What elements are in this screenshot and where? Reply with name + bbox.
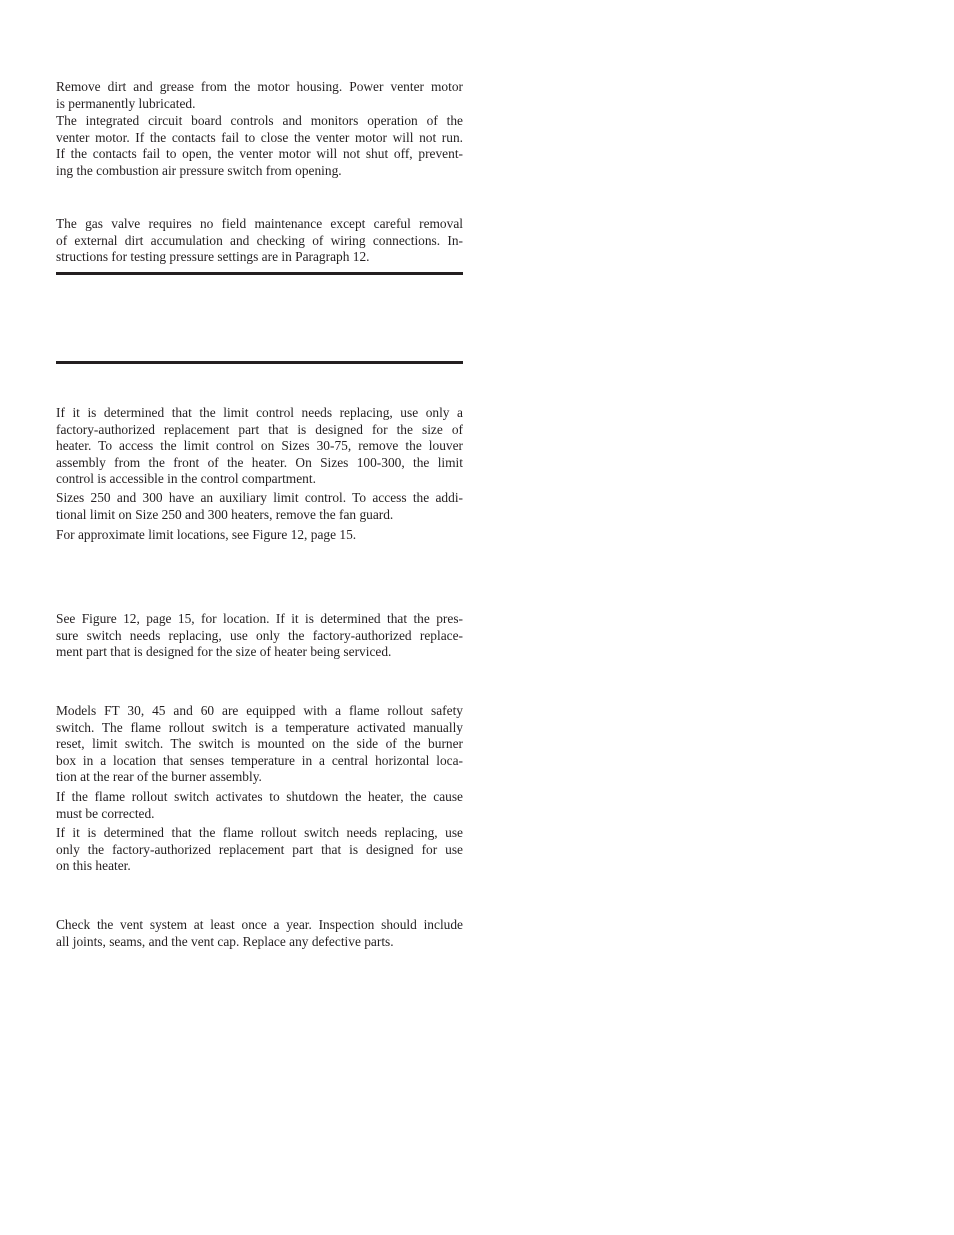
text-line: See Figure 12, page 15, for location. If it is determined that the pres- xyxy=(56,611,463,626)
text-line: ing the combustion air pressure switch from opening. xyxy=(56,162,342,178)
text-line: For approximate limit locations, see Figure 12, page 15. xyxy=(56,527,357,542)
text-line: structions for testing pressure settings are in Paragraph 12. xyxy=(56,249,370,265)
paragraph-motor-housing xyxy=(56,79,463,112)
paragraph-limit-control xyxy=(56,405,463,488)
text-line: If the flame rollout switch activates to shutdown the heater, the cause xyxy=(56,789,463,804)
paragraph-rollout-activates xyxy=(56,789,463,822)
text-line: sure switch needs replacing, use only the factory-authorized replace- xyxy=(56,627,463,643)
text-line: ment part that is designed for the size of heater being serviced. xyxy=(56,644,392,660)
text-line: tional limit on Size 250 and 300 heaters, remove the fan guard. xyxy=(56,506,394,522)
text-line: If the contacts fail to open, the venter motor will not shut off, prevent- xyxy=(56,146,463,162)
text-line: of external dirt accumulation and checking of wiring connections. In- xyxy=(56,232,463,248)
text-line: only the factory-authorized replacement part that is designed for use xyxy=(56,841,463,857)
text-line: switch. The flame rollout switch is a temperature activated manually xyxy=(56,719,463,735)
text-line: on this heater. xyxy=(56,858,131,874)
text-line: If it is determined that the flame rollout switch needs replacing, use xyxy=(56,825,463,840)
text-line: tion at the rear of the burner assembly. xyxy=(56,769,262,785)
text-line: Models FT 30, 45 and 60 are equipped with a flame rollout safety xyxy=(56,703,463,718)
text-line: Check the vent system at least once a year. Inspection should include xyxy=(56,917,463,932)
text-line: Remove dirt and grease from the motor housing. Power venter motor xyxy=(56,79,463,94)
text-line: all joints, seams, and the vent cap. Replace any defective parts. xyxy=(56,933,394,949)
paragraph-flame-rollout xyxy=(56,703,463,786)
paragraph-auxiliary-limit xyxy=(56,490,463,523)
paragraph-circuit-board xyxy=(56,113,463,179)
text-line: must be corrected. xyxy=(56,805,155,821)
text-line: venter motor. If the contacts fail to close the venter motor will not run. xyxy=(56,129,463,145)
section-divider-top xyxy=(56,272,463,275)
paragraph-rollout-replace xyxy=(56,825,463,875)
text-line: control is accessible in the control compartment. xyxy=(56,471,316,487)
paragraph-pressure-switch xyxy=(56,611,463,661)
text-line: is permanently lubricated. xyxy=(56,95,196,111)
text-line: If it is determined that the limit control needs replacing, use only a xyxy=(56,405,463,420)
text-line: box in a location that senses temperature in a central horizontal loca- xyxy=(56,752,463,768)
text-line: reset, limit switch. The switch is mounted on the side of the burner xyxy=(56,736,463,752)
text-line: heater. To access the limit control on Sizes 30-75, remove the louver xyxy=(56,438,463,454)
text-line: Sizes 250 and 300 have an auxiliary limit control. To access the addi- xyxy=(56,490,463,505)
text-line: factory-authorized replacement part that is designed for the size of xyxy=(56,421,463,437)
paragraph-limit-locations xyxy=(56,527,463,544)
paragraph-vent-system xyxy=(56,917,463,950)
text-line: assembly from the front of the heater. On Sizes 100-300, the limit xyxy=(56,454,463,470)
section-divider-bottom xyxy=(56,361,463,364)
paragraph-gas-valve xyxy=(56,216,463,266)
text-line: The gas valve requires no field maintenance except careful removal xyxy=(56,216,463,231)
text-line: The integrated circuit board controls and monitors operation of the xyxy=(56,113,463,128)
